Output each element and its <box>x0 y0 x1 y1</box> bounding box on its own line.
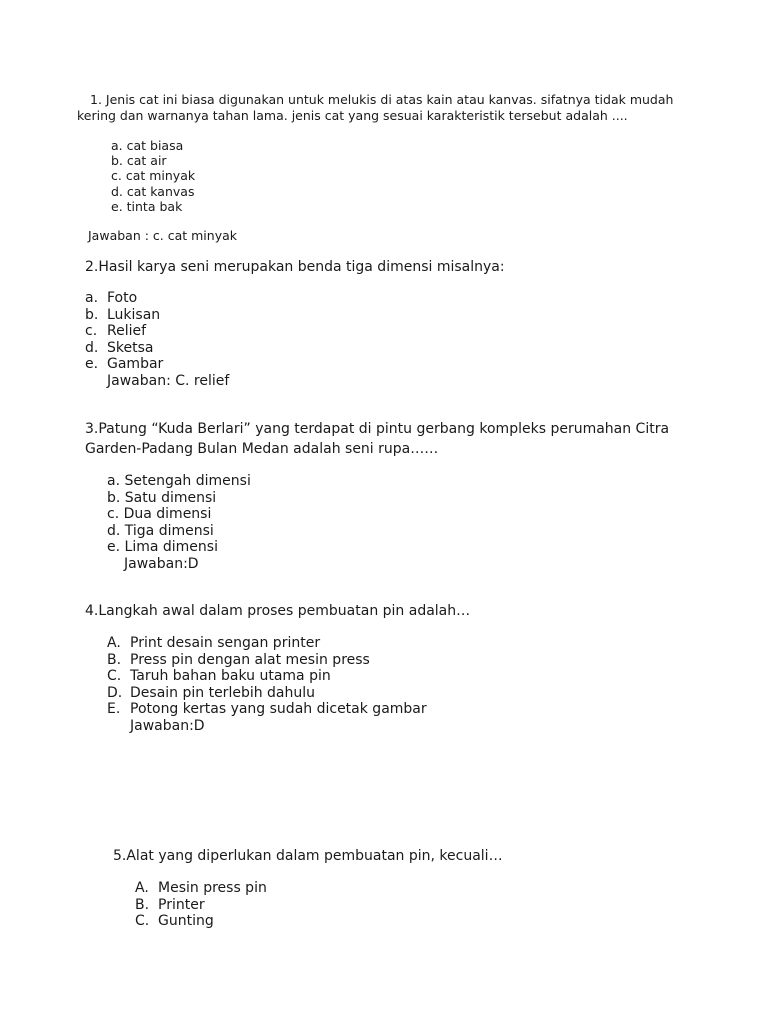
question-1-line-2: kering dan warnanya tahan lama. jenis cat yang sesuai karakteristik tersebut adalah .... <box>77 108 628 123</box>
question-4-text: 4.Langkah awal dalam proses pembuatan pin adalah… <box>85 603 471 619</box>
question-3-option-b: b. Satu dimensi <box>107 489 217 506</box>
question-1-answer: Jawaban : c. cat minyak <box>88 228 237 243</box>
question-4-option-d <box>107 685 427 702</box>
question-1-option-b: b. cat air <box>111 153 167 169</box>
question-2-answer: Jawaban: C. relief <box>107 373 230 389</box>
question-4-option-c <box>107 668 427 685</box>
option-text: Foto <box>107 290 138 306</box>
question-3-line-1: 3.Patung “Kuda Berlari” yang terdapat di pintu gerbang kompleks perumahan Citra <box>85 421 670 437</box>
question-1-option-d: d. cat kanvas <box>111 183 195 199</box>
question-5-option-c <box>135 913 267 930</box>
question-3-answer: Jawaban:D <box>124 556 199 572</box>
question-4-option-e <box>107 701 427 718</box>
question-4-answer: Jawaban:D <box>130 718 205 734</box>
option-text: Printer <box>158 896 205 913</box>
option-text: Mesin press pin <box>158 880 267 896</box>
question-2-option-c <box>85 323 163 340</box>
option-text: Relief <box>107 323 147 339</box>
option-letter: d. <box>85 339 99 356</box>
option-text: Print desain sengan printer <box>130 635 321 651</box>
question-2-option-a <box>85 290 163 307</box>
question-3-line-2: Garden-Padang Bulan Medan adalah seni rupa…… <box>85 441 439 457</box>
question-1-option-e: e. tinta bak <box>111 198 183 214</box>
option-letter: A. <box>135 880 149 896</box>
option-text: Press pin dengan alat mesin press <box>130 651 370 668</box>
option-text: Gunting <box>158 913 214 929</box>
option-letter: b. <box>85 306 99 323</box>
option-letter: c. <box>85 323 98 339</box>
question-3-options <box>107 473 251 556</box>
question-1-line-1: 1. Jenis cat ini biasa digunakan untuk melukis di atas kain atau kanvas. sifatnya tidak mudah <box>90 92 674 107</box>
question-2-option-e <box>85 356 163 373</box>
question-2-option-b <box>85 307 163 324</box>
question-5-text: 5.Alat yang diperlukan dalam pembuatan pin, kecuali… <box>113 848 503 864</box>
option-text: Taruh bahan baku utama pin <box>130 668 331 684</box>
question-5-options <box>135 880 267 930</box>
option-letter: A. <box>107 635 121 651</box>
question-2-options <box>85 290 163 373</box>
option-letter: B. <box>135 896 150 913</box>
option-letter: C. <box>135 913 150 929</box>
option-letter: a. <box>85 290 99 306</box>
question-4-option-b <box>107 652 427 669</box>
question-1-option-c: c. cat minyak <box>111 168 196 184</box>
question-3-option-a: a. Setengah dimensi <box>107 473 251 489</box>
question-1-options <box>111 138 195 214</box>
question-5-option-b <box>135 897 267 914</box>
option-text: Sketsa <box>107 339 154 356</box>
question-1-option-a: a. cat biasa <box>111 138 184 153</box>
option-text: Lukisan <box>107 306 161 323</box>
option-letter: D. <box>107 684 123 701</box>
option-text: Gambar <box>107 356 164 372</box>
option-text: Potong kertas yang sudah dicetak gambar <box>130 701 427 717</box>
question-3-option-c: c. Dua dimensi <box>107 506 212 522</box>
option-letter: e. <box>85 356 99 372</box>
question-3-option-d: d. Tiga dimensi <box>107 522 214 539</box>
option-letter: C. <box>107 668 122 684</box>
option-text: Desain pin terlebih dahulu <box>130 684 316 701</box>
question-5-option-a <box>135 880 267 897</box>
question-4-option-a <box>107 635 427 652</box>
question-4-options <box>107 635 427 718</box>
option-letter: E. <box>107 701 121 717</box>
question-2-option-d <box>85 340 163 357</box>
question-3-option-e: e. Lima dimensi <box>107 539 218 555</box>
option-letter: B. <box>107 651 122 668</box>
question-2-text: 2.Hasil karya seni merupakan benda tiga dimensi misalnya: <box>85 259 505 275</box>
